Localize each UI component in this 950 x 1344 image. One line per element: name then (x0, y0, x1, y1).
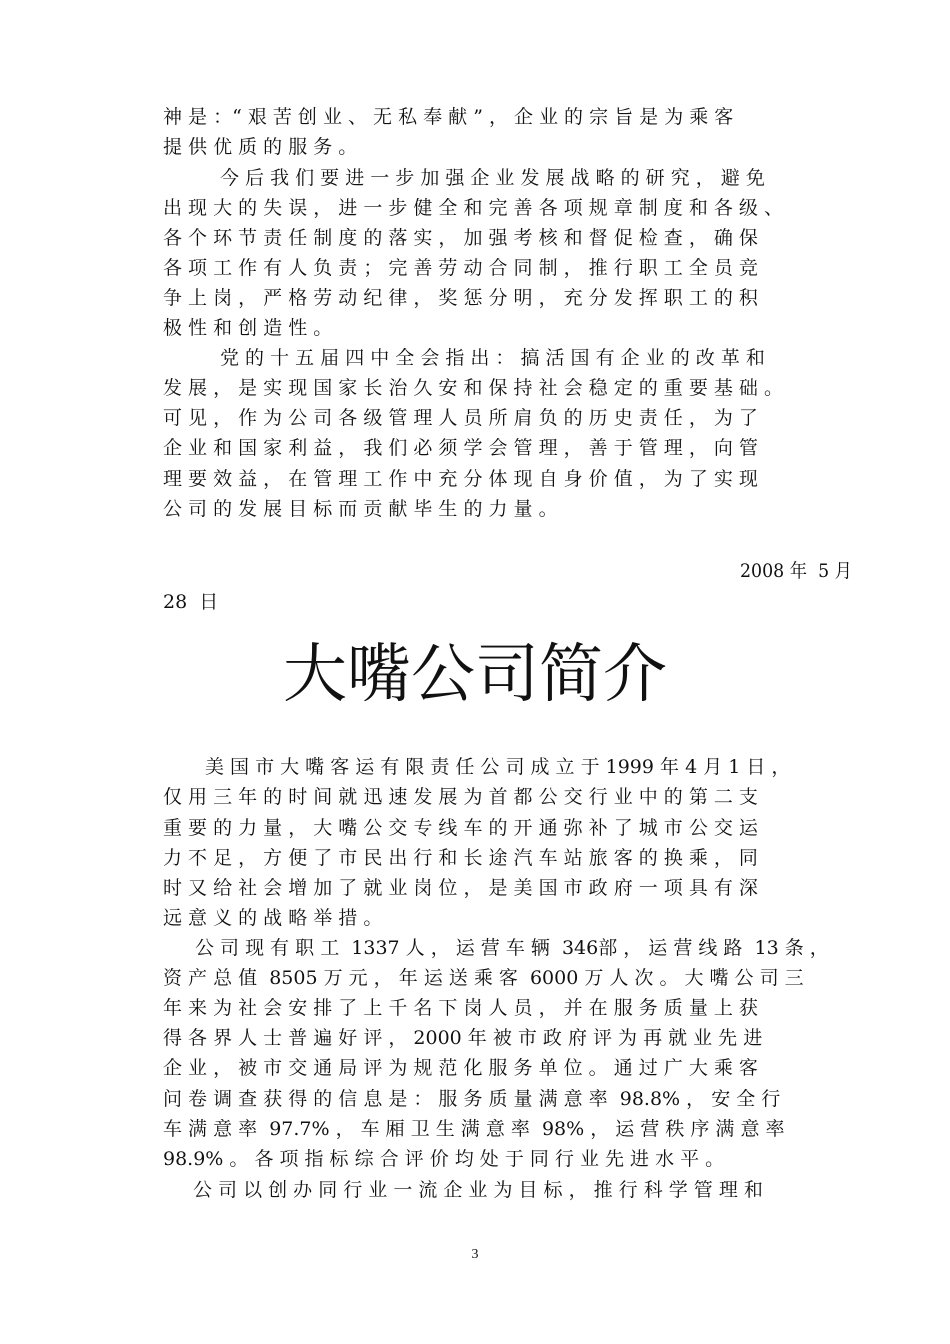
line-text: 公 司 现 有 职 工 1337 人 ， 运 营 车 辆 346部 ， 运 营 线 路 13 条 ， (195, 937, 829, 959)
line-text: 重 要 的 力 量 ， 大 嘴 公 交 专 线 车 的 开 通 弥 补 了 城 市 公 交 运 (163, 817, 758, 839)
text-line (0, 903, 950, 933)
text-line (0, 313, 950, 343)
line-text: 问 卷 调 查 获 得 的 信 息 是 ： 服 务 质 量 满 意 率 98.8% ， 安 全 行 (163, 1088, 781, 1110)
line-text: 远 意 义 的 战 略 举 措 。 (163, 907, 383, 929)
text-line (0, 1084, 950, 1114)
text-line (0, 1053, 950, 1083)
line-text: 年 来 为 社 会 安 排 了 上 千 名 下 岗 人 员 ， 并 在 服 务 质 量 上 获 (163, 997, 758, 1019)
text-line (0, 433, 950, 463)
text-line (0, 464, 950, 494)
line-text: 公 司 以 创 办 同 行 业 一 流 企 业 为 目 标 ， 推 行 科 学 管 理 和 (193, 1179, 763, 1201)
line-text: 神 是 ：“ 艰 苦 创 业 、 无 私 奉 献 ” ， 企 业 的 宗 旨 是 为 乘 客 (163, 106, 734, 128)
line-text: 发 展 ， 是 实 现 国 家 长 治 久 安 和 保 持 社 会 稳 定 的 重 要 基 础 。 (163, 377, 783, 399)
line-text: 党 的 十 五 届 四 中 全 会 指 出 ： 搞 活 国 有 企 业 的 改 革 和 (220, 347, 765, 369)
text-line (0, 193, 950, 223)
text-line (0, 1175, 950, 1205)
line-text: 今 后 我 们 要 进 一 步 加 强 企 业 发 展 战 略 的 研 究 ， 避 免 (220, 167, 765, 189)
date-text: 28 日 (163, 591, 219, 613)
date-text: 2008 年 5 月 (740, 560, 853, 582)
text-line (0, 223, 950, 253)
text-line (0, 752, 950, 782)
line-text: 企 业 ， 被 市 交 通 局 评 为 规 范 化 服 务 单 位 。 通 过 广 大 乘 客 (163, 1057, 758, 1079)
line-text: 争 上 岗 ， 严 格 劳 动 纪 律 ， 奖 惩 分 明 ， 充 分 发 挥 职 工 的 积 (163, 287, 758, 309)
line-text: 各 个 环 节 责 任 制 度 的 落 实 ， 加 强 考 核 和 督 促 检 查 ， 确 保 (163, 227, 758, 249)
text-line (0, 403, 950, 433)
text-line (0, 873, 950, 903)
line-text: 企 业 和 国 家 利 益 ， 我 们 必 须 学 会 管 理 ， 善 于 管 理 ， 向 管 (163, 437, 758, 459)
text-line (0, 933, 950, 963)
line-text: 理 要 效 益 ， 在 管 理 工 作 中 充 分 体 现 自 身 价 值 ， 为 了 实 现 (163, 468, 758, 490)
line-text: 可 见 ， 作 为 公 司 各 级 管 理 人 员 所 肩 负 的 历 史 责 任 ， 为 了 (163, 407, 758, 429)
text-line (0, 1114, 950, 1144)
section-title: 大嘴公司简介 (283, 638, 667, 712)
date-line (0, 587, 950, 617)
text-line (0, 813, 950, 843)
text-line (0, 963, 950, 993)
line-text: 出 现 大 的 失 误 ， 进 一 步 健 全 和 完 善 各 项 规 章 制 度 和 各 级 、 (163, 197, 783, 219)
text-line (0, 1144, 950, 1174)
page-number: 3 (471, 1247, 479, 1262)
text-line (0, 283, 950, 313)
text-line (0, 1023, 950, 1053)
text-line (0, 494, 950, 524)
text-line (0, 253, 950, 283)
line-text: 得 各 界 人 士 普 遍 好 评 ， 2000 年 被 市 政 府 评 为 再 就 业 先 进 (163, 1027, 763, 1049)
line-text: 资 产 总 值 8505 万 元 ， 年 运 送 乘 客 6000 万 人 次 。 大 嘴 公 司 三 (163, 967, 804, 989)
line-text: 美 国 市 大 嘴 客 运 有 限 责 任 公 司 成 立 于 1999 年 4 月 1 日 ， (205, 756, 791, 778)
text-line (0, 373, 950, 403)
text-line (0, 993, 950, 1023)
text-line (0, 102, 950, 132)
line-text: 极 性 和 创 造 性 。 (163, 317, 333, 339)
text-line (0, 843, 950, 873)
date-line (0, 556, 950, 586)
text-line (0, 163, 950, 193)
line-text: 提 供 优 质 的 服 务 。 (163, 136, 358, 158)
text-line (0, 343, 950, 373)
line-text: 时 又 给 社 会 增 加 了 就 业 岗 位 ， 是 美 国 市 政 府 一 项 具 有 深 (163, 877, 758, 899)
line-text: 公 司 的 发 展 目 标 而 贡 献 毕 生 的 力 量 。 (163, 498, 558, 520)
line-text: 各 项 工 作 有 人 负 责 ； 完 善 劳 动 合 同 制 ， 推 行 职 工 全 员 竞 (163, 257, 758, 279)
text-line (0, 782, 950, 812)
line-text: 力 不 足 ， 方 便 了 市 民 出 行 和 长 途 汽 车 站 旅 客 的 换 乘 ， 同 (163, 847, 758, 869)
line-text: 98.9% 。 各 项 指 标 综 合 评 价 均 处 于 同 行 业 先 进 水 平 。 (163, 1148, 725, 1170)
text-line (0, 132, 950, 162)
line-text: 仅 用 三 年 的 时 间 就 迅 速 发 展 为 首 都 公 交 行 业 中 的 第 二 支 (163, 786, 758, 808)
line-text: 车 满 意 率 97.7% ， 车 厢 卫 生 满 意 率 98% ， 运 营 秩 序 满 意 率 (163, 1118, 785, 1140)
